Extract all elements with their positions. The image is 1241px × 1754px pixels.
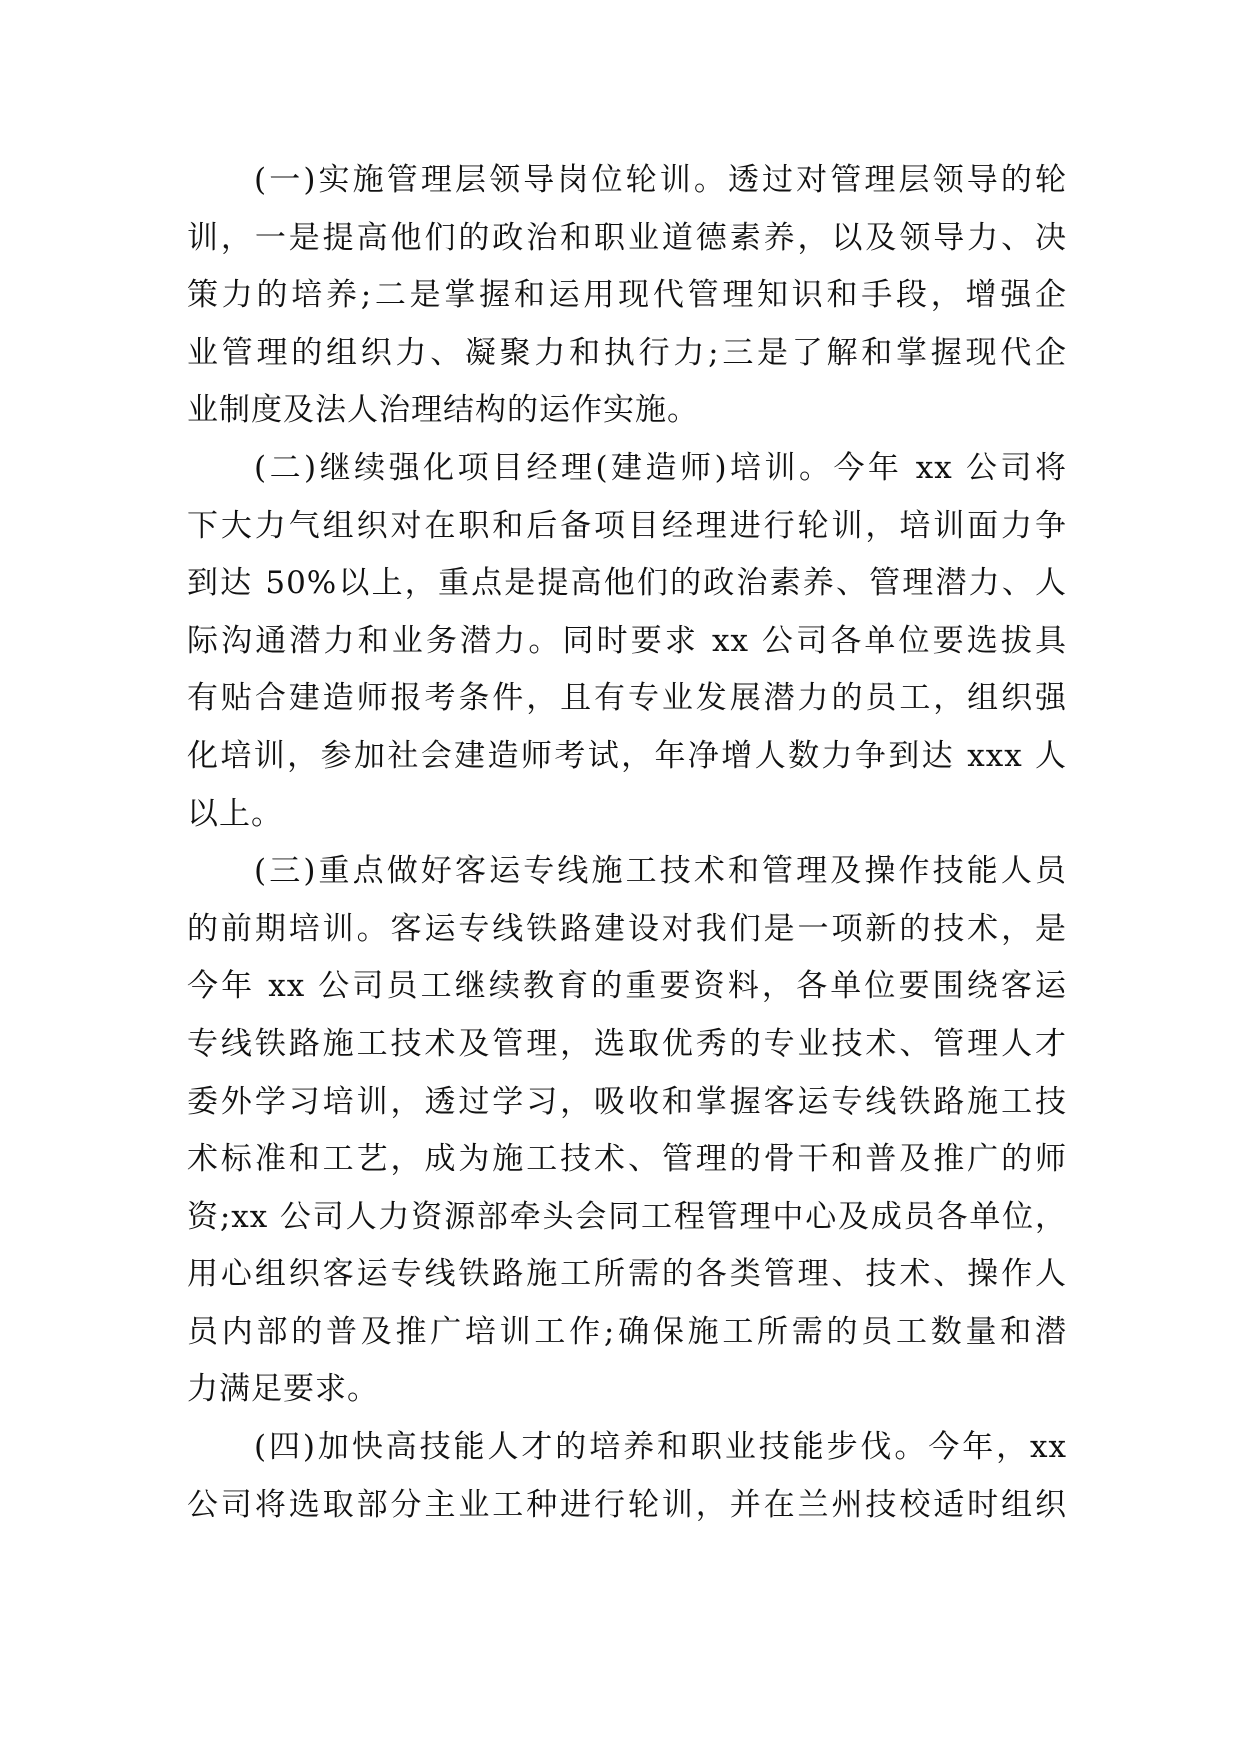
paragraph-4 bbox=[187, 1419, 1067, 1534]
text-line: 力满足要求。 bbox=[187, 1371, 379, 1408]
text-line: 专线铁路施工技术及管理，选取优秀的专业技术、管理人才 bbox=[187, 1025, 1067, 1062]
text-line: (四)加快高技能人才的培养和职业技能步伐。今年，xx bbox=[254, 1429, 1067, 1466]
text-line: 委外学习培训，透过学习，吸收和掌握客运专线铁路施工技 bbox=[187, 1083, 1067, 1120]
text-line: (三)重点做好客运专线施工技术和管理及操作技能人员 bbox=[254, 853, 1067, 890]
text-line: 的前期培训。客运专线铁路建设对我们是一项新的技术，是 bbox=[187, 910, 1067, 947]
text-line: 公司将选取部分主业工种进行轮训，并在兰州技校适时组织 bbox=[187, 1486, 1067, 1523]
text-line: 化培训，参加社会建造师考试，年净增人数力争到达 xxx 人 bbox=[187, 737, 1067, 774]
text-line: 际沟通潜力和业务潜力。同时要求 xx 公司各单位要选拔具 bbox=[187, 622, 1067, 659]
text-line: 术标准和工艺，成为施工技术、管理的骨干和普及推广的师 bbox=[187, 1141, 1067, 1178]
paragraph-3 bbox=[187, 843, 1067, 1419]
text-line: 员内部的普及推广培训工作;确保施工所需的员工数量和潜 bbox=[187, 1313, 1067, 1350]
text-line: 训，一是提高他们的政治和职业道德素养，以及领导力、决 bbox=[187, 219, 1067, 256]
text-line: 以上。 bbox=[187, 795, 283, 832]
paragraph-1 bbox=[187, 152, 1067, 440]
document-body bbox=[187, 152, 1067, 1534]
text-line: 策力的培养;二是掌握和运用现代管理知识和手段，增强企 bbox=[187, 277, 1067, 314]
text-line: 业制度及法人治理结构的运作实施。 bbox=[187, 392, 699, 429]
text-line: (一)实施管理层领导岗位轮训。透过对管理层领导的轮 bbox=[254, 162, 1067, 198]
text-line: 到达 50%以上，重点是提高他们的政治素养、管理潜力、人 bbox=[187, 565, 1067, 602]
text-line: (二)继续强化项目经理(建造师)培训。今年 xx 公司将 bbox=[254, 449, 1067, 486]
text-line: 今年 xx 公司员工继续教育的重要资料，各单位要围绕客运 bbox=[187, 968, 1067, 1005]
text-line: 用心组织客运专线铁路施工所需的各类管理、技术、操作人 bbox=[187, 1256, 1067, 1293]
text-line: 资;xx 公司人力资源部牵头会同工程管理中心及成员各单位， bbox=[187, 1198, 1067, 1235]
text-line: 有贴合建造师报考条件，且有专业发展潜力的员工，组织强 bbox=[187, 680, 1067, 717]
text-line: 业管理的组织力、凝聚力和执行力;三是了解和掌握现代企 bbox=[187, 334, 1067, 371]
paragraph-2 bbox=[187, 440, 1067, 843]
text-line: 下大力气组织对在职和后备项目经理进行轮训，培训面力争 bbox=[187, 507, 1067, 544]
